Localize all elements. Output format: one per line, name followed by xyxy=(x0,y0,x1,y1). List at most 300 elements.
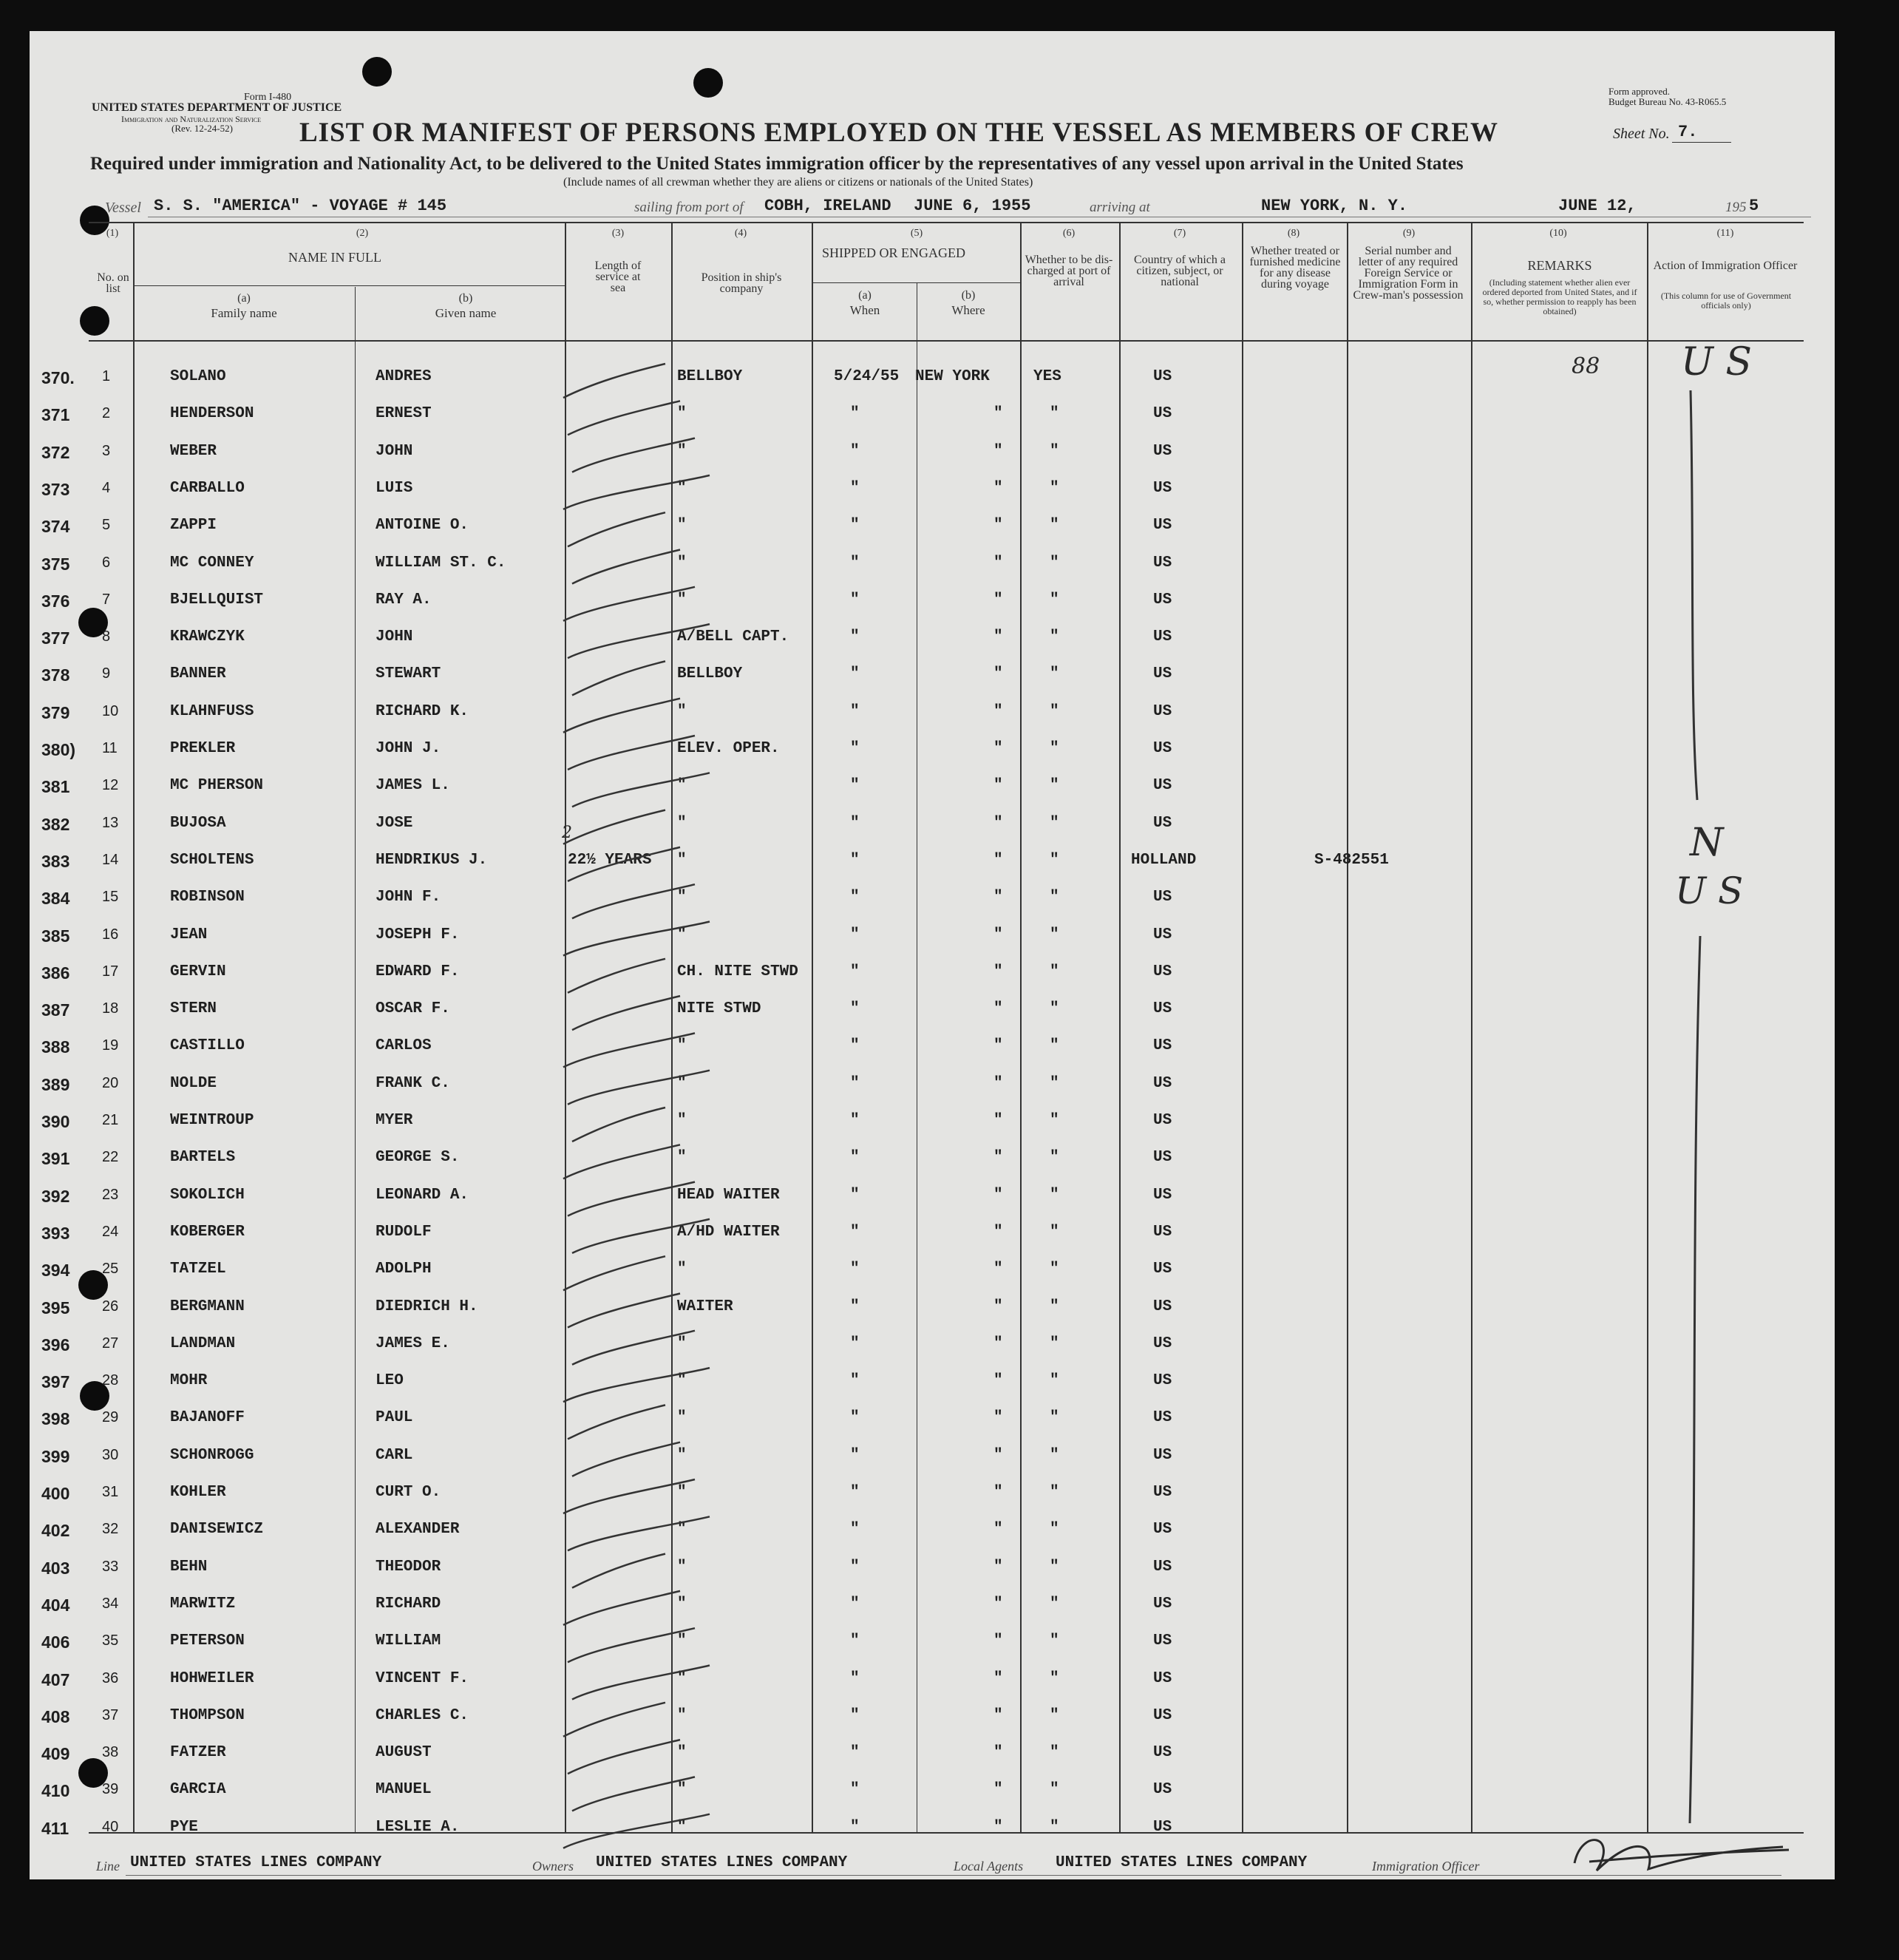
cell-family: GARCIA xyxy=(170,1781,226,1799)
col-number-1: (1) xyxy=(106,228,119,239)
arrival-port: NEW YORK, N. Y. xyxy=(1261,197,1408,215)
cell-where: " xyxy=(993,1781,1003,1799)
cell-family: JEAN xyxy=(170,926,208,943)
cell-when: " xyxy=(850,851,860,869)
cell-where: " xyxy=(993,1261,1003,1278)
cell-given: VINCENT F. xyxy=(376,1669,469,1687)
cell-position: " xyxy=(677,1595,687,1613)
action-annotation-n: N xyxy=(1690,821,1724,865)
col-position: Position in ship's company xyxy=(701,271,782,295)
cell-given: STEWART xyxy=(376,665,441,683)
col-number-3: (3) xyxy=(611,228,625,239)
col-number-8: (8) xyxy=(1287,228,1300,239)
cell-n: 38 xyxy=(102,1744,119,1761)
cell-m: 378 xyxy=(41,665,70,685)
cell-family: BUJOSA xyxy=(170,814,226,832)
cell-given: HENDRIKUS J. xyxy=(376,851,488,869)
cell-position: " xyxy=(677,517,687,535)
col-discharged: Whether to be dis-charged at port of arrival xyxy=(1025,254,1113,288)
cell-family: ZAPPI xyxy=(170,517,217,535)
cell-given: ALEXANDER xyxy=(376,1521,460,1539)
cell-where: " xyxy=(993,1521,1003,1539)
col-5a: (a) xyxy=(858,289,872,302)
owners-company: UNITED STATES LINES COMPANY xyxy=(596,1854,848,1871)
cell-m: 371 xyxy=(41,405,70,425)
cell-n: 34 xyxy=(102,1595,119,1612)
cell-m: 383 xyxy=(41,851,70,871)
cell-disch: " xyxy=(1050,628,1059,646)
cell-given: FRANK C. xyxy=(376,1074,450,1092)
cell-country: US xyxy=(1153,1409,1172,1427)
col-number-9: (9) xyxy=(1402,228,1416,239)
col-length-of-service: Length of service at sea xyxy=(594,260,642,294)
cell-when: " xyxy=(850,814,860,832)
cell-given: JOHN J. xyxy=(376,740,441,757)
cell-when: " xyxy=(850,1149,860,1167)
cell-when: " xyxy=(850,926,860,943)
cell-where: " xyxy=(993,740,1003,757)
cell-given: JOHN xyxy=(376,628,413,646)
cell-position: " xyxy=(677,1521,687,1539)
cell-position: " xyxy=(677,1706,687,1724)
cell-n: 4 xyxy=(102,479,111,496)
cell-when: " xyxy=(850,740,860,757)
cell-disch: " xyxy=(1050,1781,1059,1799)
cell-m: 394 xyxy=(41,1261,70,1281)
cell-m: 407 xyxy=(41,1669,70,1689)
cell-country: US xyxy=(1153,368,1172,385)
cell-n: 10 xyxy=(102,702,119,719)
cell-country: US xyxy=(1153,1781,1172,1799)
cell-position: " xyxy=(677,1372,687,1390)
cell-country: US xyxy=(1153,1744,1172,1762)
cell-position: " xyxy=(677,1149,687,1167)
cell-where: " xyxy=(993,1372,1003,1390)
cell-when: " xyxy=(850,1074,860,1092)
cell-given: JOSE xyxy=(376,814,413,832)
col-number-5: (5) xyxy=(910,228,923,239)
check-stroke xyxy=(568,1294,680,1328)
cell-where: " xyxy=(993,1446,1003,1464)
cell-m: 411 xyxy=(41,1818,69,1838)
cell-position: NITE STWD xyxy=(677,1000,761,1018)
cell-n: 21 xyxy=(102,1112,119,1128)
cell-where: " xyxy=(993,702,1003,720)
cell-position: " xyxy=(677,1037,687,1055)
cell-position: " xyxy=(677,1446,687,1464)
cell-disch: " xyxy=(1050,1372,1059,1390)
cell-given: JOSEPH F. xyxy=(376,926,460,943)
check-stroke xyxy=(568,736,695,770)
cell-when: " xyxy=(850,1818,860,1836)
cell-disch: " xyxy=(1050,1558,1059,1576)
cell-country: US xyxy=(1153,1000,1172,1018)
cell-when: " xyxy=(850,1744,860,1762)
col-treated: Whether treated or furnished medicine for any disease during voyage xyxy=(1249,245,1341,291)
cell-m: 372 xyxy=(41,442,70,462)
cell-family: LANDMAN xyxy=(170,1335,236,1352)
cell-country: US xyxy=(1153,702,1172,720)
cell-n: 16 xyxy=(102,926,119,943)
cell-disch: " xyxy=(1050,1335,1059,1352)
cell-disch: " xyxy=(1050,1632,1059,1650)
cell-where: " xyxy=(993,926,1003,943)
check-stroke xyxy=(572,550,680,584)
cell-country: US xyxy=(1153,517,1172,535)
officer-signature xyxy=(1574,1840,1789,1871)
form-revision: (Rev. 12-24-52) xyxy=(171,123,233,134)
cell-n: 17 xyxy=(102,963,119,980)
cell-country: US xyxy=(1153,628,1172,646)
cell-disch: " xyxy=(1050,1074,1059,1092)
col-number-10: (10) xyxy=(1549,228,1567,239)
cell-family: BJELLQUIST xyxy=(170,591,264,608)
cell-disch: " xyxy=(1050,665,1059,683)
check-stroke xyxy=(563,1256,665,1290)
check-stroke xyxy=(572,1442,680,1476)
cell-position: " xyxy=(677,591,687,608)
cell-family: ROBINSON xyxy=(170,889,245,906)
cell-when: " xyxy=(850,554,860,572)
cell-m: 379 xyxy=(41,702,70,722)
cell-given: CARL xyxy=(376,1446,413,1464)
margin-mark: 2 xyxy=(562,824,572,842)
cell-position: " xyxy=(677,702,687,720)
cell-where: " xyxy=(993,1223,1003,1241)
cell-given: LEO xyxy=(376,1372,404,1390)
cell-where: " xyxy=(993,963,1003,980)
check-stroke xyxy=(568,1628,695,1662)
cell-when: " xyxy=(850,1037,860,1055)
cell-m: 385 xyxy=(41,926,70,946)
cell-country: US xyxy=(1153,1818,1172,1836)
cell-disch: " xyxy=(1050,1261,1059,1278)
cell-n: 35 xyxy=(102,1632,119,1649)
cell-n: 27 xyxy=(102,1335,119,1352)
check-stroke xyxy=(572,884,695,918)
cell-when: " xyxy=(850,1335,860,1352)
cell-country: US xyxy=(1153,963,1172,980)
cell-country: US xyxy=(1153,554,1172,572)
cell-n: 8 xyxy=(102,628,111,645)
cell-country: US xyxy=(1153,1186,1172,1204)
cell-position: " xyxy=(677,1818,687,1836)
cell-country: US xyxy=(1153,1149,1172,1167)
check-stroke xyxy=(563,587,695,621)
cell-m: 370. xyxy=(41,368,75,387)
cell-where: " xyxy=(993,1818,1003,1836)
cell-when: " xyxy=(850,1112,860,1129)
cell-family: FATZER xyxy=(170,1744,226,1762)
cell-disch: " xyxy=(1050,554,1059,572)
owners-label: Owners xyxy=(532,1859,574,1873)
cell-when: " xyxy=(850,1186,860,1204)
cell-disch: " xyxy=(1050,702,1059,720)
check-stroke xyxy=(568,624,710,658)
cell-n: 40 xyxy=(102,1818,119,1835)
cell-given: GEORGE S. xyxy=(376,1149,460,1167)
check-stroke xyxy=(572,1777,695,1811)
cell-n: 11 xyxy=(102,740,118,756)
cell-where: " xyxy=(993,517,1003,535)
cell-position: " xyxy=(677,926,687,943)
cell-family: TATZEL xyxy=(170,1261,226,1278)
cell-family: WEBER xyxy=(170,442,217,460)
cell-where: " xyxy=(993,1186,1003,1204)
cell-family: KOBERGER xyxy=(170,1223,245,1241)
col-no-on-list: No. on list xyxy=(97,271,129,295)
cell-given: EDWARD F. xyxy=(376,963,460,980)
manifest-sheet xyxy=(30,31,1835,1879)
col-family-name: Family name xyxy=(211,306,277,320)
cell-disch: " xyxy=(1050,479,1059,497)
form-title: LIST OR MANIFEST OF PERSONS EMPLOYED ON THE VESSEL AS MEMBERS OF CREW xyxy=(299,118,1498,148)
cell-where: " xyxy=(993,1074,1003,1092)
cell-position: WAITER xyxy=(677,1298,733,1315)
check-stroke xyxy=(568,512,665,546)
cell-disch: " xyxy=(1050,1521,1059,1539)
service: Immigration and Naturalization Service xyxy=(121,114,262,124)
cell-disch: " xyxy=(1050,1037,1059,1055)
form-note: (Include names of all crewman whether they are aliens or citizens or nationals of the United States) xyxy=(563,176,1033,189)
line-company: UNITED STATES LINES COMPANY xyxy=(130,1854,382,1871)
col-remarks: REMARKS xyxy=(1527,258,1592,273)
cell-disch: " xyxy=(1050,1186,1059,1204)
cell-m: 384 xyxy=(41,889,70,909)
cell-family: PYE xyxy=(170,1818,198,1836)
col-number-2: (2) xyxy=(356,228,369,239)
cell-where: " xyxy=(993,628,1003,646)
cell-disch: " xyxy=(1050,740,1059,757)
cell-m: 391 xyxy=(41,1149,70,1169)
col-b: (b) xyxy=(458,292,473,305)
cell-given: OSCAR F. xyxy=(376,1000,450,1018)
cell-given: JOHN F. xyxy=(376,889,441,906)
cell-where: " xyxy=(993,777,1003,795)
cell-when: " xyxy=(850,479,860,497)
cell-position: A/HD WAITER xyxy=(677,1223,780,1241)
check-stroke xyxy=(563,1033,695,1067)
cell-position: " xyxy=(677,405,687,423)
arrival-date: JUNE 12, xyxy=(1558,197,1637,215)
cell-when: " xyxy=(850,517,860,535)
cell-given: RAY A. xyxy=(376,591,432,608)
col-shipped-or-engaged: SHIPPED OR ENGAGED xyxy=(822,245,966,260)
cell-country: US xyxy=(1153,1223,1172,1241)
cell-n: 33 xyxy=(102,1558,119,1575)
agents-label: Local Agents xyxy=(954,1859,1024,1873)
cell-given: JOHN xyxy=(376,442,413,460)
cell-country: US xyxy=(1153,777,1172,795)
cell-given: LUIS xyxy=(376,479,413,497)
cell-position: " xyxy=(677,1112,687,1129)
cell-position: " xyxy=(677,1632,687,1650)
cell-where: " xyxy=(993,442,1003,460)
col-where: Where xyxy=(951,303,985,317)
cell-m: 404 xyxy=(41,1595,70,1615)
cell-disch: " xyxy=(1050,1223,1059,1241)
cell-disch: " xyxy=(1050,1112,1059,1129)
check-stroke xyxy=(568,1405,665,1439)
cell-country: US xyxy=(1153,479,1172,497)
cell-given: MYER xyxy=(376,1112,413,1129)
cell-disch: " xyxy=(1050,591,1059,608)
cell-disch: " xyxy=(1050,1298,1059,1315)
cell-n: 18 xyxy=(102,1000,119,1017)
cell-n: 37 xyxy=(102,1706,119,1723)
cell-country: US xyxy=(1153,1298,1172,1315)
col-number-7: (7) xyxy=(1173,228,1186,239)
cell-given: JAMES E. xyxy=(376,1335,450,1352)
departure-date: JUNE 6, 1955 xyxy=(914,197,1031,215)
col-serial: Serial number and letter of any required Foreign Service or Immigration Form in Crew-man's possession xyxy=(1353,245,1464,302)
cell-family: BAJANOFF xyxy=(170,1409,245,1427)
cell-where: NEW YORK xyxy=(915,368,990,385)
cell-m: 395 xyxy=(41,1298,70,1318)
check-stroke xyxy=(568,1516,710,1550)
cell-m: 382 xyxy=(41,814,70,834)
cell-position: " xyxy=(677,851,687,869)
cell-country: US xyxy=(1153,926,1172,943)
cell-n: 1 xyxy=(102,368,111,384)
cell-family: BEHN xyxy=(170,1558,208,1576)
cell-length: 22½ YEARS xyxy=(568,851,652,869)
vessel-name: S. S. "AMERICA" - VOYAGE # 145 xyxy=(154,197,447,215)
cell-position: " xyxy=(677,554,687,572)
cell-n: 2 xyxy=(102,405,111,422)
check-stroke xyxy=(568,401,680,435)
cell-family: WEINTROUP xyxy=(170,1112,254,1129)
cell-disch: " xyxy=(1050,1706,1059,1724)
cell-where: " xyxy=(993,554,1003,572)
cell-n: 5 xyxy=(102,517,111,534)
check-stroke xyxy=(572,1554,665,1588)
cell-position: " xyxy=(677,1669,687,1687)
cell-n: 24 xyxy=(102,1223,119,1240)
check-stroke xyxy=(563,1814,710,1848)
cell-disch: " xyxy=(1050,926,1059,943)
cell-when: " xyxy=(850,1372,860,1390)
cell-country: US xyxy=(1153,1706,1172,1724)
cell-when: " xyxy=(850,665,860,683)
cell-position: " xyxy=(677,814,687,832)
col-action-note: (This column for use of Government officials only) xyxy=(1660,291,1792,311)
cell-where: " xyxy=(993,1037,1003,1055)
cell-position: " xyxy=(677,1484,687,1501)
budget-bureau: Budget Bureau No. 43-R065.5 xyxy=(1608,96,1727,107)
sailing-label: sailing from port of xyxy=(634,200,744,215)
cell-country: US xyxy=(1153,814,1172,832)
cell-country: US xyxy=(1153,442,1172,460)
cell-m: 388 xyxy=(41,1037,70,1057)
cell-when: " xyxy=(850,702,860,720)
cell-position: " xyxy=(677,777,687,795)
cell-given: WILLIAM ST. C. xyxy=(376,554,506,572)
cell-n: 32 xyxy=(102,1521,119,1538)
cell-given: MANUEL xyxy=(376,1781,432,1799)
cell-family: PETERSON xyxy=(170,1632,245,1650)
cell-disch: " xyxy=(1050,517,1059,535)
cell-family: CASTILLO xyxy=(170,1037,245,1055)
cell-disch: " xyxy=(1050,1669,1059,1687)
cell-where: " xyxy=(993,1595,1003,1613)
cell-when: " xyxy=(850,591,860,608)
cell-country: US xyxy=(1153,1037,1172,1055)
cell-n: 3 xyxy=(102,442,111,459)
cell-m: 375 xyxy=(41,554,70,574)
cell-where: " xyxy=(993,1706,1003,1724)
cell-given: RICHARD K. xyxy=(376,702,469,720)
col-name-in-full: NAME IN FULL xyxy=(288,250,381,265)
cell-family: BERGMANN xyxy=(170,1298,245,1315)
cell-disch: " xyxy=(1050,1446,1059,1464)
cell-given: CURT O. xyxy=(376,1484,441,1501)
check-stroke xyxy=(568,1182,695,1216)
cell-n: 15 xyxy=(102,889,119,906)
check-stroke xyxy=(563,1591,680,1625)
check-stroke xyxy=(563,1145,680,1179)
check-stroke xyxy=(568,1071,710,1105)
cell-position: " xyxy=(677,889,687,906)
department: UNITED STATES DEPARTMENT OF JUSTICE xyxy=(92,101,342,114)
cell-where: " xyxy=(993,851,1003,869)
cell-country: US xyxy=(1153,1372,1172,1390)
cell-given: ANTOINE O. xyxy=(376,517,469,535)
cell-country: US xyxy=(1153,740,1172,757)
cell-n: 7 xyxy=(102,591,111,608)
cell-where: " xyxy=(993,1112,1003,1129)
cell-family: GERVIN xyxy=(170,963,226,980)
cell-when: " xyxy=(850,628,860,646)
cell-position: CH. NITE STWD xyxy=(677,963,798,980)
cell-position: BELLBOY xyxy=(677,368,743,385)
cell-given: ERNEST xyxy=(376,405,432,423)
cell-n: 20 xyxy=(102,1074,119,1091)
cell-m: 403 xyxy=(41,1558,70,1578)
check-stroke xyxy=(563,922,710,956)
check-stroke xyxy=(572,1666,710,1700)
cell-n: 39 xyxy=(102,1781,119,1798)
cell-m: 410 xyxy=(41,1781,70,1801)
cell-family: MARWITZ xyxy=(170,1595,236,1613)
cell-m: 398 xyxy=(41,1409,70,1429)
cell-position: HEAD WAITER xyxy=(677,1186,780,1204)
cell-disch: " xyxy=(1050,851,1059,869)
cell-where: " xyxy=(993,1484,1003,1501)
cell-m: 392 xyxy=(41,1186,70,1206)
cell-n: 25 xyxy=(102,1261,119,1278)
cell-given: ADOLPH xyxy=(376,1261,432,1278)
cell-when: " xyxy=(850,1595,860,1613)
check-stroke xyxy=(568,959,665,993)
ink-marks xyxy=(30,31,1835,1879)
cell-country: US xyxy=(1153,1446,1172,1464)
check-stroke xyxy=(572,773,710,807)
check-stroke xyxy=(572,996,680,1030)
cell-m: 397 xyxy=(41,1372,70,1392)
cell-when: " xyxy=(850,963,860,980)
cell-where: " xyxy=(993,1558,1003,1576)
form-approved: Form approved. xyxy=(1608,86,1671,97)
cell-position: " xyxy=(677,1409,687,1427)
cell-given: RUDOLF xyxy=(376,1223,432,1241)
cell-m: 406 xyxy=(41,1632,70,1652)
cell-n: 36 xyxy=(102,1669,119,1686)
cell-m: 396 xyxy=(41,1335,70,1354)
remark-annotation: 88 xyxy=(1572,353,1600,379)
cell-family: NOLDE xyxy=(170,1074,217,1092)
cell-n: 29 xyxy=(102,1409,119,1426)
